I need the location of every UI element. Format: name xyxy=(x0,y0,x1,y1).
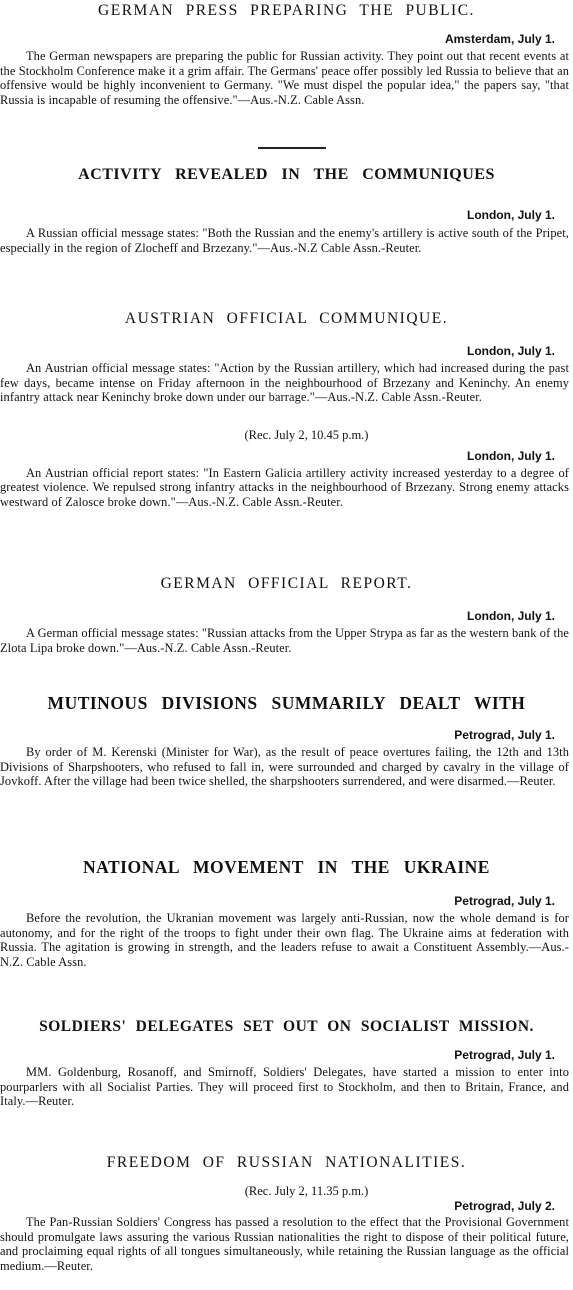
article-activity-communiques xyxy=(0,164,573,255)
article-dateline: Amsterdam, July 1. xyxy=(444,32,555,46)
article-dateline: London, July 1. xyxy=(466,448,555,463)
article-soldiers-delegates xyxy=(0,1016,573,1109)
article-ukraine-movement xyxy=(0,856,573,969)
article-headline: SOLDIERS' DELEGATES SET OUT ON SOCIALIST MISSION. xyxy=(39,1018,534,1035)
article-headline: GERMAN OFFICIAL REPORT. xyxy=(160,575,413,592)
article-divider xyxy=(258,147,326,149)
article-headline: MUTINOUS DIVISIONS SUMMARILY DEALT WITH xyxy=(47,693,526,713)
article-body: A German official message states: "Russian attacks from the Upper Strypa as far as the western bank of the Zlota Lipa broke down."—Aus.-N.Z. Cable Assn.-Reuter. xyxy=(0,626,569,655)
article-dateline: Petrograd, July 1. xyxy=(454,894,555,908)
article-dateline: Petrograd, July 1. xyxy=(454,1048,555,1062)
article-body: A Russian official message states: "Both the Russian and the enemy's artillery is active south of the Pripet, especially in the region of Zlocheff and Brzezany."—Aus.-N.Z Cable Assn.-Reuter. xyxy=(0,226,569,255)
article-dateline: Petrograd, July 2. xyxy=(454,1199,555,1213)
article-headline: FREEDOM OF RUSSIAN NATIONALITIES. xyxy=(106,1154,467,1171)
article-austrian-communique xyxy=(0,308,573,510)
article-russian-nationalities xyxy=(0,1152,573,1273)
article-headline: GERMAN PRESS PREPARING THE PUBLIC. xyxy=(98,2,475,19)
article-body: An Austrian official message states: "Action by the Russian artillery, which had increased during the past few days, became intense on Friday afternoon in the neighbourhood of Brzezany and Keninchy. An enemy infantry attack near Keninchy broke down under our barrage."—Aus.-N.Z. Cable Assn.-Reuter. xyxy=(0,361,569,405)
article-german-press xyxy=(0,0,573,107)
article-body: Before the revolution, the Ukranian movement was largely anti-Russian, now the whole demand is for autonomy, and for the right of the troops to fight under their own flag. The Ukraine aims at federation with Russia. The agitation is growing in strength, and the leaders refuse to await a Constituent Assembly.—Aus.-N.Z. Cable Assn. xyxy=(0,911,569,969)
article-body: An Austrian official report states: "In Eastern Galicia artillery activity increased yesterday to a degree of greatest violence. We repulsed strong infantry attacks in the neighbourhood of Brzezany. Strong enemy attacks westward of Zalosce broke down."—Aus.-N.Z. Cable Assn.-Reuter. xyxy=(0,465,569,509)
article-headline: ACTIVITY REVEALED IN THE COMMUNIQUES xyxy=(78,166,495,183)
article-dateline: Petrograd, July 1. xyxy=(454,728,555,742)
article-dateline: London, July 1. xyxy=(466,344,555,358)
article-dateline: London, July 1. xyxy=(466,609,555,623)
article-body: By order of M. Kerenski (Minister for War), as the result of peace overtures failing, the 12th and 13th Divisions of Sharpshooters, who refused to fall in, were surrounded and charged by cavalry in the village of Jovkoff. After the village had been twice shelled, the sharpshooters surrendered, and were disarmed.—Reuter. xyxy=(0,745,569,789)
article-body: MM. Goldenburg, Rosanoff, and Smirnoff, Soldiers' Delegates, have started a mission to enter into pourparlers with all Socialist Parties. They will proceed first to Stockholm, and then to Britain, France, and Italy.—Reuter. xyxy=(0,1065,569,1109)
article-headline: NATIONAL MOVEMENT IN THE UKRAINE xyxy=(83,857,490,877)
received-time: (Rec. July 2, 11.35 p.m.) xyxy=(244,1184,369,1198)
article-german-official-report xyxy=(0,573,573,655)
received-time: (Rec. July 2, 10.45 p.m.) xyxy=(244,427,369,442)
article-mutinous-divisions xyxy=(0,692,573,789)
article-body: The Pan-Russian Soldiers' Congress has passed a resolution to the effect that the Provisional Government should promulgate laws assuring the various Russian nationalities the right to dispose of their political future, and proclaiming equal rights of all tongues simultaneously, while retaining the Russian language as the official medium.—Reuter. xyxy=(0,1215,569,1273)
article-headline: AUSTRIAN OFFICIAL COMMUNIQUE. xyxy=(124,310,449,327)
article-body: The German newspapers are preparing the public for Russian activity. They point out that recent events at the Stockholm Conference make it a grim affair. The Germans' peace offer possibly led Russia to believe that an offensive would be highly inconvenient to Germany. "We must dispel the popular idea," the papers say, "that Russia is incapable of resuming the offensive."—Aus.-N.Z. Cable Assn. xyxy=(0,49,569,107)
article-dateline: London, July 1. xyxy=(466,208,555,222)
